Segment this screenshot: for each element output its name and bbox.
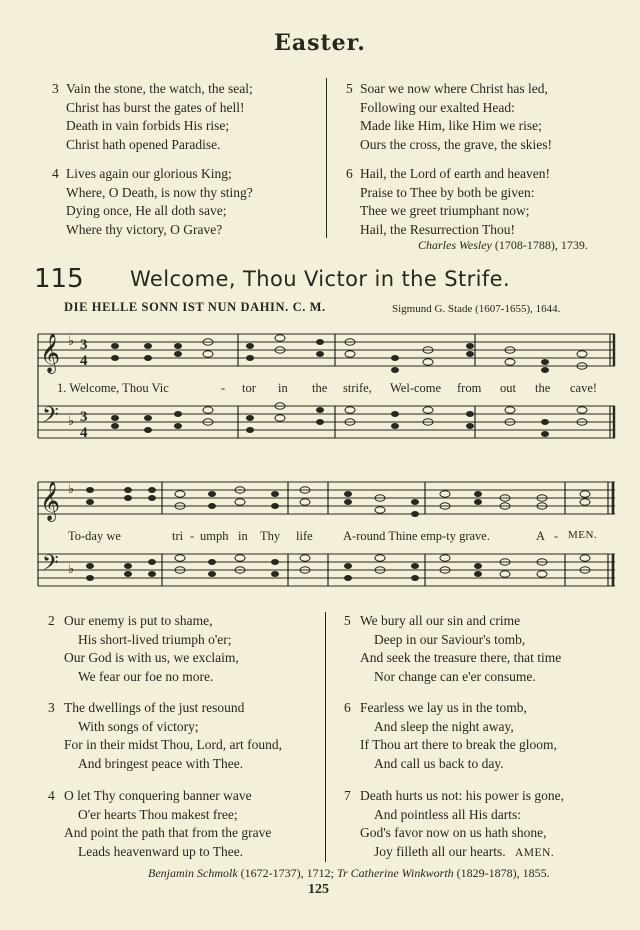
stanza-line: Soar we now where Christ has led,: [360, 81, 548, 96]
stanza-line: Hail, the Lord of earth and heaven!: [360, 166, 551, 181]
stanza-line: Praise to Thee by both be given:: [360, 184, 535, 200]
lyric-syllable: MEN.: [568, 529, 598, 541]
stanza-line: Christ has burst the gates of hell!: [66, 99, 245, 115]
page-number: 125: [308, 882, 329, 897]
stanza-7: 7 Death hurts us not: his power is gone, And pointless all His darts: God's favor now on us hath shone, Joy filleth all our hearts. AMEN.: [344, 788, 564, 859]
stanza-line: Where thy victory, O Grave?: [66, 221, 223, 237]
flat-icon: ♭: [68, 413, 75, 428]
hymn-title: Welcome, Thou Victor in the Strife.: [130, 267, 511, 291]
hymn-number: 115: [34, 264, 84, 294]
svg-text:3: 3: [80, 409, 88, 425]
bass-staff-2: [38, 554, 615, 586]
stanza-line: Hail, the Resurrection Thou!: [360, 221, 515, 237]
column-divider: [325, 612, 326, 862]
amen-label: AMEN.: [514, 846, 555, 859]
stanza-number: 5: [344, 613, 351, 628]
svg-text:3: 3: [80, 337, 88, 353]
lyric-syllable: tri: [172, 529, 184, 543]
flat-icon: ♭: [68, 561, 75, 576]
stanza-line: Vain the stone, the watch, the seal;: [66, 81, 253, 96]
stanza-line: Dying once, He all doth save;: [66, 203, 227, 218]
stanza-3: 3 The dwellings of the just resound With songs of victory; For in their midst Thou, Lord, art found, And bringest peace with Thee.: [48, 700, 282, 771]
lyric-syllable: umph: [200, 529, 229, 543]
svg-text:4: 4: [80, 425, 88, 441]
lyric-syllable: A-round Thine emp-ty grave.: [343, 529, 490, 543]
lyric-syllable: tor: [242, 381, 256, 395]
bass-clef-icon: 𝄢: [42, 403, 59, 433]
flat-icon: ♭: [68, 333, 75, 348]
treble-clef-icon: 𝄞: [40, 333, 61, 373]
flat-icon: ♭: [68, 481, 75, 496]
lyric-syllable: from: [457, 381, 482, 395]
lyric-syllable: life: [296, 529, 313, 543]
lyric-syllable: A: [536, 529, 546, 543]
footer-attribution: Benjamin Schmolk (1672-1737), 1712; Tr Catherine Winkworth (1829-1878), 1855.: [148, 866, 550, 880]
tune-name: DIE HELLE SONN IST NUN DAHIN. C. M.: [64, 300, 326, 314]
stanza-number: 7: [344, 788, 351, 803]
stanza-line: Lives again our glorious King;: [66, 166, 232, 181]
lyric-syllable: -: [221, 381, 226, 395]
lyric-syllable: the: [535, 381, 551, 395]
lyric-syllable: To-day we: [68, 529, 121, 543]
lyric-syllable: in: [278, 381, 288, 395]
lyric-syllable: out: [500, 381, 516, 395]
stanza-line: Ours the cross, the grave, the skies!: [360, 136, 552, 152]
stanza-2: 2 Our enemy is put to shame, His short-lived triumph o'er; Our God is with us, we exclaim, We fear our foe no more.: [48, 613, 239, 684]
lyric-syllable: -: [190, 529, 195, 543]
lyric-syllable: 1. Welcome, Thou Vic: [57, 381, 169, 395]
stanza-5-top: [346, 80, 616, 154]
bass-staff-1: [38, 406, 615, 438]
stanza-number: 4: [52, 166, 59, 181]
bass-clef-icon: 𝄢: [42, 551, 59, 581]
stanza-6: 6 Fearless we lay us in the tomb, And sleep the night away, If Thou art there to break the gloom, And call us back to day.: [344, 700, 557, 771]
lyric-syllable: cave!: [570, 381, 598, 395]
stanza-number: 6: [344, 700, 351, 715]
lyric-syllable: Thy: [260, 529, 281, 543]
composer-credit: Sigmund G. Stade (1607-1655), 1644.: [392, 303, 561, 315]
stanza-line: Where, O Death, is now thy sting?: [66, 184, 253, 200]
lyric-syllable: -: [554, 529, 559, 543]
svg-text:4: 4: [80, 353, 88, 369]
stanza-5: 5 We bury all our sin and crime Deep in our Saviour's tomb, And seek the treasure there, that time Nor change can e'er consume.: [344, 613, 562, 684]
stanza-line: Thee we greet triumphant now;: [360, 203, 530, 218]
stanza-3-top: [52, 80, 322, 154]
stanza-6-top: [346, 165, 616, 239]
column-divider: [326, 78, 327, 238]
lyric-syllable: strife,: [343, 381, 372, 395]
music-score: [30, 322, 620, 602]
stanza-number: 3: [48, 700, 55, 715]
treble-staff-1: [38, 334, 615, 366]
stanza-line: Death in vain forbids His rise;: [66, 118, 230, 133]
stanza-number: 3: [52, 81, 59, 96]
lyric-syllable: the: [312, 381, 328, 395]
stanza-4-top: [52, 165, 322, 239]
stanza-number: 5: [346, 81, 353, 96]
prev-hymn-attribution: Charles Wesley (1708-1788), 1739.: [418, 238, 588, 252]
stanza-number: 6: [346, 166, 353, 181]
stanza-4: 4 O let Thy conquering banner wave O'er hearts Thou makest free; And point the path that from the grave Leads heavenward up to Thee.: [48, 788, 272, 859]
lyric-syllable: in: [238, 529, 248, 543]
stanza-line: Christ hath opened Paradise.: [66, 136, 221, 152]
stanza-number: 2: [48, 613, 55, 628]
lyric-syllable: Wel-come: [390, 381, 442, 395]
section-header: Easter.: [274, 30, 366, 56]
stanza-line: Following our exalted Head:: [360, 99, 515, 115]
treble-clef-icon: 𝄞: [40, 481, 61, 521]
stanza-line: Made like Him, like Him we rise;: [360, 118, 542, 133]
stanza-number: 4: [48, 788, 55, 803]
